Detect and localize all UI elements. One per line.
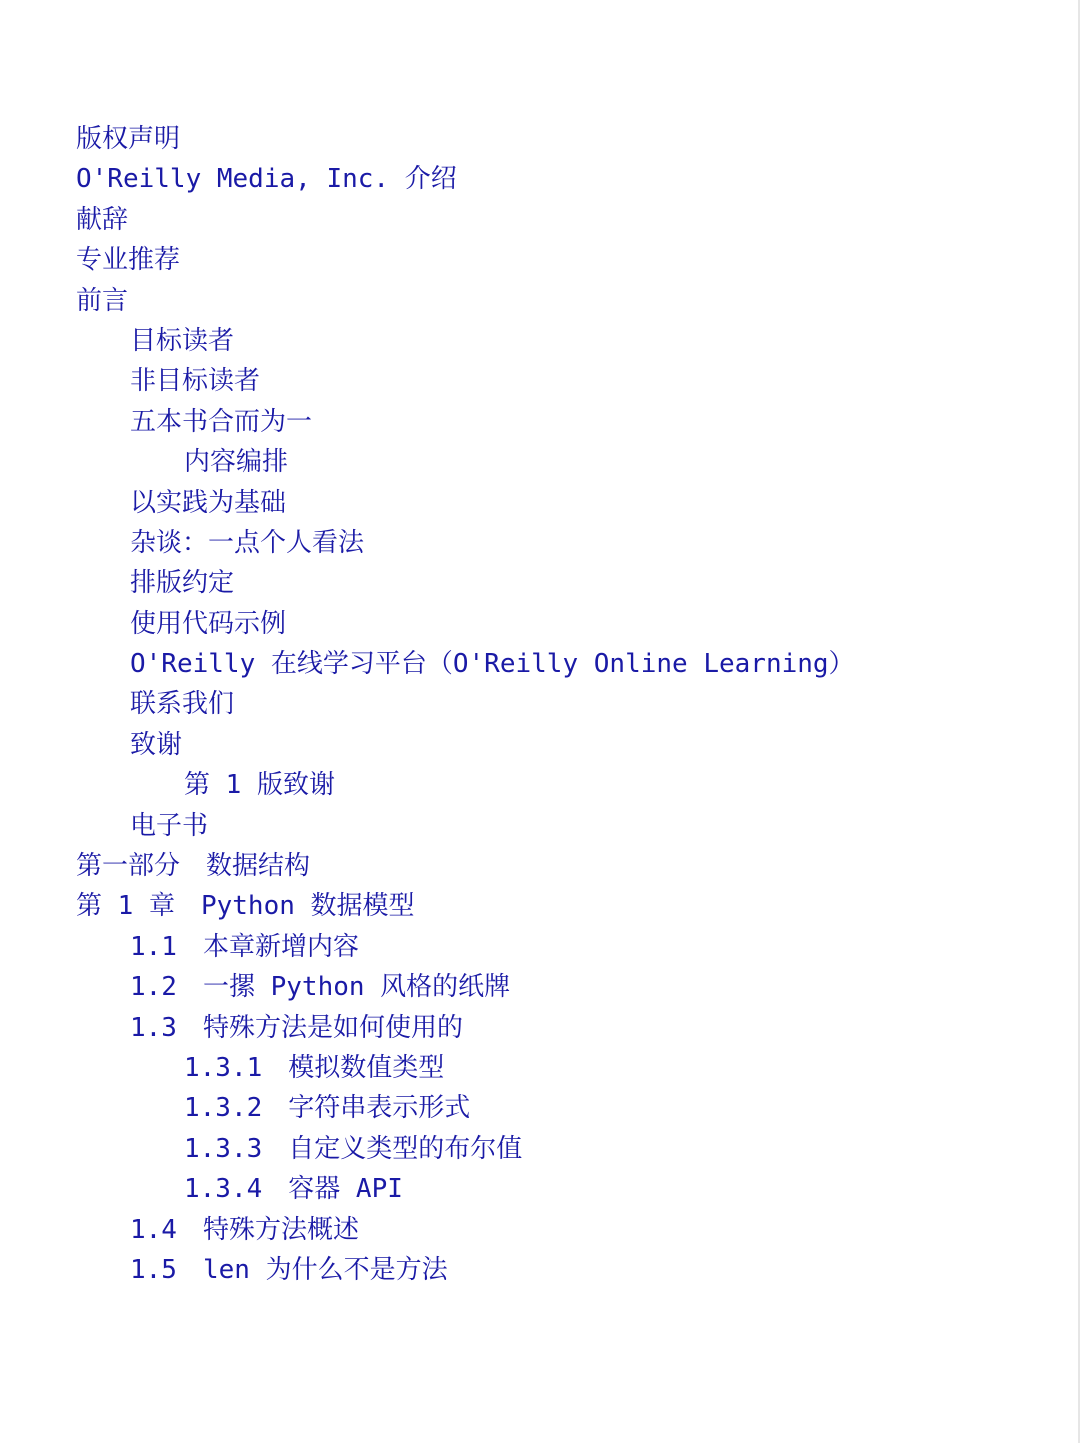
toc-entry[interactable]: 联系我们: [130, 689, 235, 720]
toc-entry[interactable]: 使用代码示例: [130, 608, 287, 639]
toc-entry[interactable]: 第 1 章 Python 数据模型: [76, 891, 415, 922]
toc-entry[interactable]: 以实践为基础: [130, 487, 287, 518]
toc-entry[interactable]: 致谢: [130, 729, 183, 760]
toc-entry[interactable]: O'Reilly Media, Inc. 介绍: [76, 164, 457, 195]
toc-entry[interactable]: 前言: [76, 285, 129, 316]
toc-entry[interactable]: 第 1 版致谢: [184, 770, 335, 801]
toc-entry[interactable]: 1.2 一摞 Python 风格的纸牌: [130, 972, 511, 1003]
toc-entry[interactable]: 献辞: [76, 204, 129, 235]
toc-entry[interactable]: 1.3.2 字符串表示形式: [184, 1093, 471, 1124]
toc-entry[interactable]: 1.4 特殊方法概述: [130, 1214, 359, 1245]
toc-entry[interactable]: 专业推荐: [76, 245, 181, 276]
toc-entry[interactable]: 1.3.1 模拟数值类型: [184, 1052, 445, 1083]
toc-entry[interactable]: O'Reilly 在线学习平台（O'Reilly Online Learning）: [130, 649, 855, 680]
toc-entry[interactable]: 1.3 特殊方法是如何使用的: [130, 1012, 463, 1043]
table-of-contents: [0, 119, 1080, 1290]
toc-entry[interactable]: 电子书: [130, 810, 209, 841]
toc-entry[interactable]: 非目标读者: [130, 366, 261, 397]
toc-entry[interactable]: 目标读者: [130, 325, 235, 356]
toc-entry[interactable]: 杂谈：一点个人看法: [130, 527, 365, 558]
toc-entry[interactable]: 内容编排: [184, 447, 289, 478]
toc-entry[interactable]: 版权声明: [76, 124, 181, 154]
toc-entry[interactable]: 第一部分 数据结构: [76, 851, 311, 882]
toc-entry[interactable]: 1.1 本章新增内容: [130, 931, 359, 962]
toc-entry[interactable]: 1.5 len 为什么不是方法: [130, 1254, 448, 1285]
toc-entry[interactable]: 排版约定: [130, 568, 235, 599]
toc-entry[interactable]: 五本书合而为一: [130, 406, 313, 437]
toc-entry[interactable]: 1.3.4 容器 API: [184, 1174, 403, 1205]
toc-entry[interactable]: 1.3.3 自定义类型的布尔值: [184, 1133, 523, 1164]
